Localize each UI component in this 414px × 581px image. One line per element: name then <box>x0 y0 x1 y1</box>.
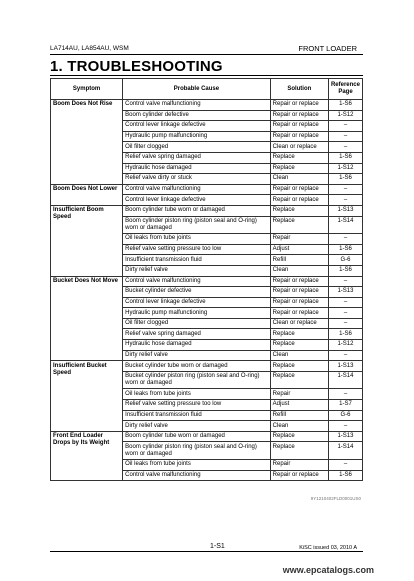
solution-cell: Replace <box>270 152 328 163</box>
solution-cell: Repair or replace <box>270 276 328 287</box>
table-row <box>51 205 363 216</box>
cause-cell: Hydraulic pump malfunctioning <box>123 308 271 319</box>
solution-cell: Adjust <box>270 244 328 255</box>
cause-cell: Relief valve spring damaged <box>123 329 271 340</box>
solution-cell: Adjust <box>270 400 328 411</box>
cause-cell: Oil filter clogged <box>123 318 271 329</box>
cause-cell: Hydraulic hose damaged <box>123 340 271 351</box>
cause-cell: Relief valve setting pressure too low <box>123 400 271 411</box>
reference-cell: – <box>328 389 362 400</box>
symptom-cell: Bucket Does Not Move <box>51 276 123 361</box>
symptom-cell: Front End Loader Drops by Its Weight <box>51 431 123 480</box>
solution-cell: Clean or replace <box>270 142 328 153</box>
reference-cell: 1-S6 <box>328 100 362 111</box>
cause-cell: Dirty relief valve <box>123 350 271 361</box>
reference-cell: 1-S6 <box>328 244 362 255</box>
reference-cell: – <box>328 195 362 206</box>
solution-cell: Replace <box>270 216 328 234</box>
reference-cell: 1-S6 <box>328 470 362 481</box>
reference-cell: – <box>328 308 362 319</box>
model-header: LA714AU, LA854AU, WSM <box>50 45 129 52</box>
table-row <box>51 184 363 195</box>
reference-cell: 1-S6 <box>328 329 362 340</box>
cause-cell: Boom cylinder piston ring (piston seal and O-ring) worn or damaged <box>123 442 271 460</box>
solution-cell: Replace <box>270 340 328 351</box>
cause-cell: Control lever linkage defective <box>123 297 271 308</box>
solution-cell: Repair <box>270 389 328 400</box>
reference-cell: – <box>328 350 362 361</box>
symptom-cell: Insufficient Bucket Speed <box>51 361 123 432</box>
footer-divider <box>50 551 363 552</box>
solution-cell: Replace <box>270 442 328 460</box>
cause-cell: Relief valve spring damaged <box>123 152 271 163</box>
solution-cell: Clean or replace <box>270 318 328 329</box>
solution-cell: Repair or replace <box>270 287 328 298</box>
reference-cell: 1-S13 <box>328 361 362 372</box>
solution-column-header: Solution <box>270 79 328 100</box>
reference-cell: 1-S13 <box>328 287 362 298</box>
reference-cell: 1-S12 <box>328 110 362 121</box>
solution-cell: Replace <box>270 329 328 340</box>
table-row <box>51 276 363 287</box>
solution-cell: Replace <box>270 431 328 442</box>
reference-cell: G-6 <box>328 255 362 266</box>
cause-cell: Bucket cylinder defective <box>123 287 271 298</box>
cause-cell: Boom cylinder tube worn or damaged <box>123 205 271 216</box>
reference-cell: 1-S6 <box>328 174 362 185</box>
cause-cell: Boom cylinder defective <box>123 110 271 121</box>
reference-cell: – <box>328 318 362 329</box>
reference-cell: 1-S14 <box>328 371 362 389</box>
reference-cell: – <box>328 421 362 432</box>
solution-cell: Refill <box>270 410 328 421</box>
reference-cell: – <box>328 460 362 471</box>
reference-cell: 1-S14 <box>328 216 362 234</box>
cause-cell: Control lever linkage defective <box>123 195 271 206</box>
cause-cell: Relief valve dirty or stuck <box>123 174 271 185</box>
solution-cell: Refill <box>270 255 328 266</box>
reference-cell: 1-S13 <box>328 431 362 442</box>
cause-cell: Bucket cylinder piston ring (piston seal and O-ring) worn or damaged <box>123 371 271 389</box>
cause-cell: Boom cylinder tube worn or damaged <box>123 431 271 442</box>
reference-cell: 1-S6 <box>328 265 362 276</box>
symptom-cell: Boom Does Not Lower <box>51 184 123 205</box>
table-row <box>51 361 363 372</box>
cause-cell: Bucket cylinder tube worn or damaged <box>123 361 271 372</box>
reference-cell: – <box>328 234 362 245</box>
solution-cell: Clean <box>270 350 328 361</box>
watermark: www.epcatalogs.com <box>282 565 374 575</box>
cause-cell: Oil leaks from tube joints <box>123 389 271 400</box>
cause-column-header: Probable Cause <box>123 79 271 100</box>
symptom-cell: Insufficient Boom Speed <box>51 205 123 276</box>
page-title: 1. TROUBLESHOOTING <box>50 58 223 75</box>
table-row <box>51 431 363 442</box>
cause-cell: Relief valve setting pressure too low <box>123 244 271 255</box>
title-divider <box>50 75 363 76</box>
cause-cell: Hydraulic pump malfunctioning <box>123 131 271 142</box>
cause-cell: Dirty relief valve <box>123 421 271 432</box>
cause-cell: Control valve malfunctioning <box>123 100 271 111</box>
solution-cell: Repair <box>270 460 328 471</box>
solution-cell: Replace <box>270 163 328 174</box>
solution-cell: Repair or replace <box>270 110 328 121</box>
reference-cell: – <box>328 297 362 308</box>
cause-cell: Control valve malfunctioning <box>123 276 271 287</box>
cause-cell: Boom cylinder piston ring (piston seal and O-ring) worn or damaged <box>123 216 271 234</box>
cause-cell: Control valve malfunctioning <box>123 184 271 195</box>
document-code: 9Y1210402FLD0001US0 <box>310 496 361 501</box>
solution-cell: Repair <box>270 234 328 245</box>
symptom-cell: Boom Does Not Rise <box>51 100 123 185</box>
solution-cell: Replace <box>270 371 328 389</box>
cause-cell: Insufficient transmission fluid <box>123 255 271 266</box>
reference-cell: 1-S13 <box>328 205 362 216</box>
solution-cell: Repair or replace <box>270 297 328 308</box>
table-body <box>51 100 363 481</box>
cause-cell: Oil filter clogged <box>123 142 271 153</box>
solution-cell: Repair or replace <box>270 131 328 142</box>
cause-cell: Control lever linkage defective <box>123 121 271 132</box>
troubleshooting-table <box>50 78 363 481</box>
reference-cell: – <box>328 142 362 153</box>
cause-cell: Control valve malfunctioning <box>123 470 271 481</box>
solution-cell: Repair or replace <box>270 100 328 111</box>
symptom-column-header: Symptom <box>51 79 123 100</box>
reference-cell: – <box>328 184 362 195</box>
cause-cell: Oil leaks from tube joints <box>123 460 271 471</box>
header-divider <box>50 54 363 55</box>
reference-cell: G-6 <box>328 410 362 421</box>
reference-cell: 1-S12 <box>328 340 362 351</box>
solution-cell: Repair or replace <box>270 121 328 132</box>
solution-cell: Replace <box>270 361 328 372</box>
cause-cell: Hydraulic hose damaged <box>123 163 271 174</box>
solution-cell: Repair or replace <box>270 184 328 195</box>
solution-cell: Repair or replace <box>270 195 328 206</box>
reference-cell: – <box>328 121 362 132</box>
section-header: FRONT LOADER <box>298 44 357 53</box>
cause-cell: Dirty relief valve <box>123 265 271 276</box>
solution-cell: Clean <box>270 174 328 185</box>
cause-cell: Oil leaks from tube joints <box>123 234 271 245</box>
reference-cell: – <box>328 131 362 142</box>
table-row <box>51 100 363 111</box>
solution-cell: Repair or replace <box>270 470 328 481</box>
page-number: 1-S1 <box>210 543 225 550</box>
cause-cell: Insufficient transmission fluid <box>123 410 271 421</box>
reference-cell: 1-S14 <box>328 442 362 460</box>
reference-cell: 1-S6 <box>328 152 362 163</box>
solution-cell: Clean <box>270 265 328 276</box>
solution-cell: Clean <box>270 421 328 432</box>
reference-column-header: Reference Page <box>328 79 362 100</box>
issue-info: KiSC issued 03, 2010 A <box>299 545 357 551</box>
solution-cell: Repair or replace <box>270 308 328 319</box>
reference-cell: 1-S12 <box>328 163 362 174</box>
table-header-row <box>51 79 363 100</box>
reference-cell: – <box>328 276 362 287</box>
reference-cell: 1-S7 <box>328 400 362 411</box>
solution-cell: Replace <box>270 205 328 216</box>
